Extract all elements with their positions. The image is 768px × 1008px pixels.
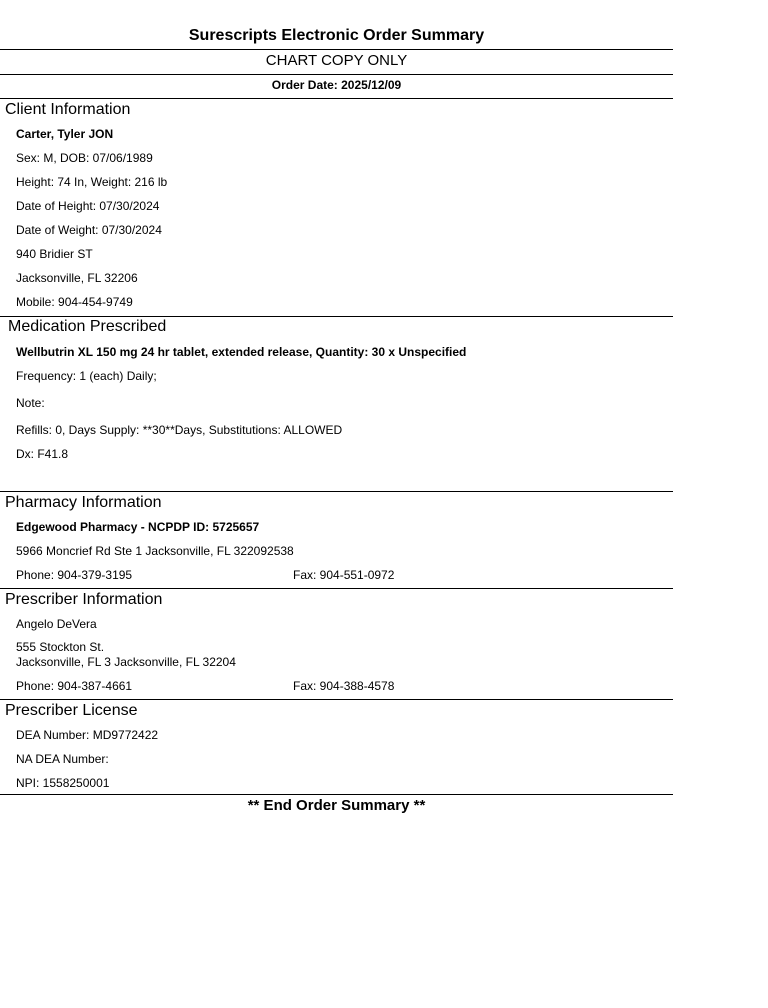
pharmacy-fax: Fax: 904-551-0972	[293, 568, 395, 582]
client-address-line2: Jacksonville, FL 32206	[16, 271, 138, 285]
divider	[0, 794, 673, 795]
prescriber-address-line2: Jacksonville, FL 3 Jacksonville, FL 32204	[16, 655, 236, 669]
medication-note: Note:	[16, 396, 45, 410]
medication-heading: Medication Prescribed	[8, 318, 167, 335]
divider	[0, 491, 673, 492]
medication-frequency: Frequency: 1 (each) Daily;	[16, 369, 157, 383]
pharmacy-name: Edgewood Pharmacy - NCPDP ID: 5725657	[16, 520, 260, 534]
client-sex-dob: Sex: M, DOB: 07/06/1989	[16, 151, 153, 165]
document-title: Surescripts Electronic Order Summary	[188, 27, 485, 44]
medication-dx: Dx: F41.8	[16, 447, 69, 461]
chart-copy-label: CHART COPY ONLY	[265, 52, 408, 69]
client-info-heading: Client Information	[5, 101, 131, 118]
medication-refills: Refills: 0, Days Supply: **30**Days, Substitutions: ALLOWED	[16, 423, 343, 437]
divider	[0, 316, 673, 317]
pharmacy-heading: Pharmacy Information	[5, 494, 162, 511]
license-dea-number: DEA Number: MD9772422	[16, 728, 159, 742]
pharmacy-phone: Phone: 904-379-3195	[16, 568, 133, 582]
pharmacy-address: 5966 Moncrief Rd Ste 1 Jacksonville, FL 322092538	[16, 544, 294, 558]
client-date-of-weight: Date of Weight: 07/30/2024	[16, 223, 162, 237]
client-mobile: Mobile: 904-454-9749	[16, 295, 133, 309]
order-date: Order Date: 2025/12/09	[271, 78, 402, 92]
divider	[0, 98, 673, 99]
license-npi: NPI: 1558250001	[16, 776, 110, 790]
prescriber-address-line1: 555 Stockton St.	[16, 640, 105, 654]
license-heading: Prescriber License	[5, 702, 138, 719]
client-name: Carter, Tyler JON	[16, 127, 114, 141]
client-address-line1: 940 Bridier ST	[16, 247, 93, 261]
divider	[0, 74, 673, 75]
medication-drug: Wellbutrin XL 150 mg 24 hr tablet, extended release, Quantity: 30 x Unspecified	[16, 345, 467, 359]
prescriber-fax: Fax: 904-388-4578	[293, 679, 395, 693]
prescriber-name: Angelo DeVera	[16, 617, 97, 631]
client-date-of-height: Date of Height: 07/30/2024	[16, 199, 160, 213]
client-height-weight: Height: 74 In, Weight: 216 lb	[16, 175, 168, 189]
divider	[0, 49, 673, 50]
end-order-summary: ** End Order Summary **	[247, 797, 426, 814]
divider	[0, 588, 673, 589]
license-na-dea-number: NA DEA Number:	[16, 752, 109, 766]
prescriber-heading: Prescriber Information	[5, 591, 163, 608]
divider	[0, 699, 673, 700]
prescriber-phone: Phone: 904-387-4661	[16, 679, 133, 693]
